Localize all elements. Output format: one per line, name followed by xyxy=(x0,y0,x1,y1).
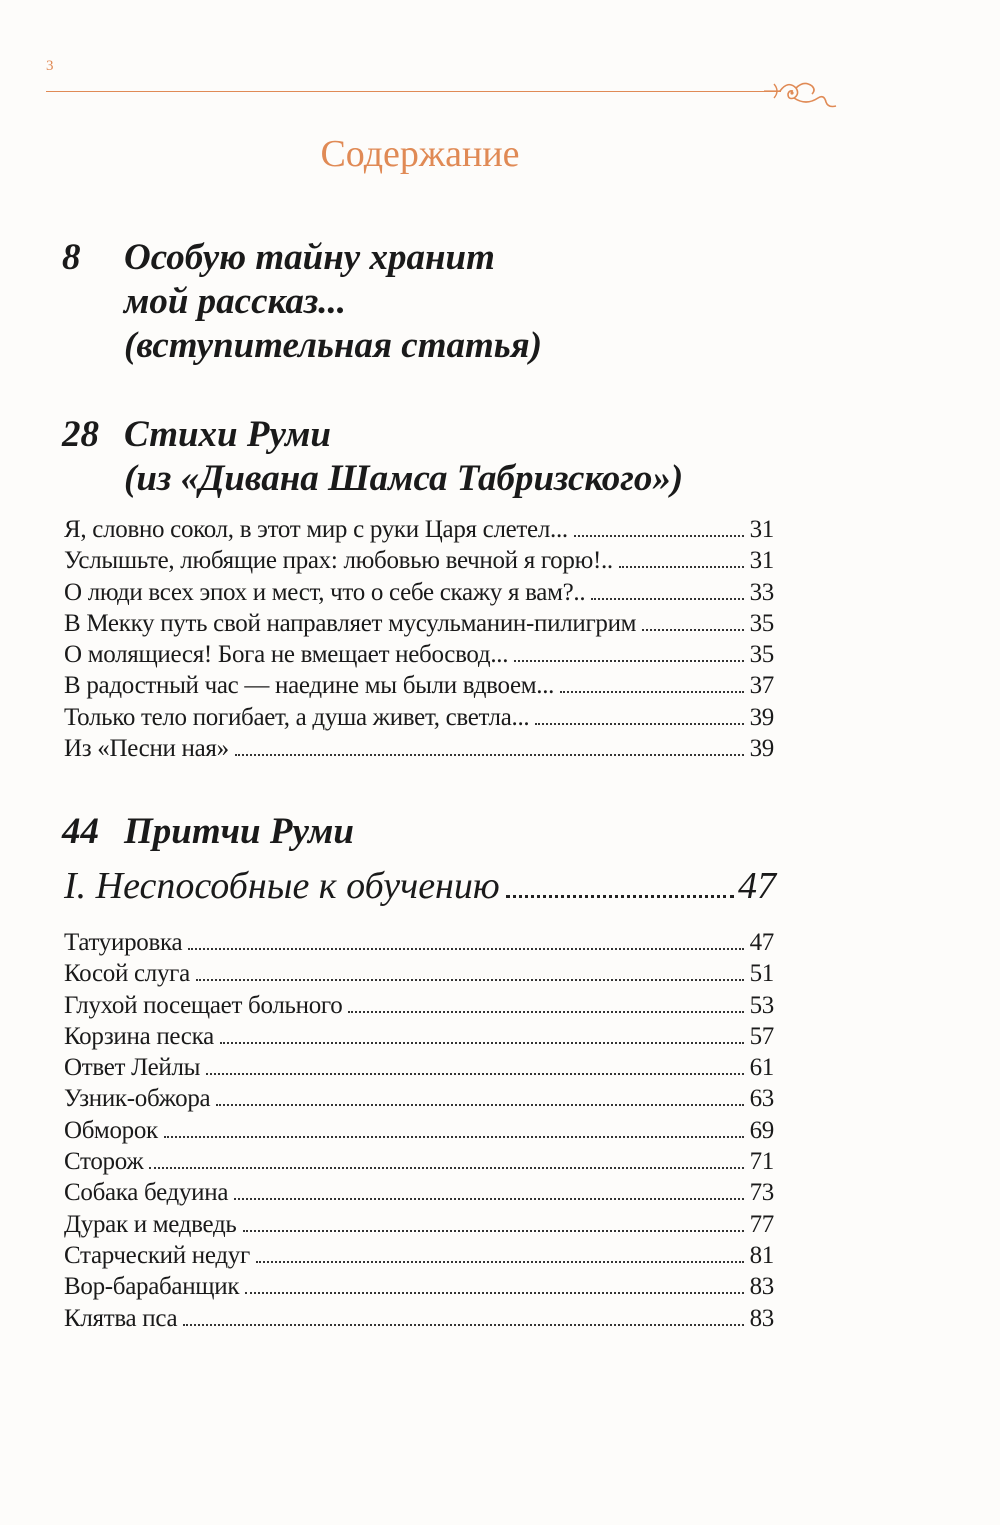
toc-entry-title: Я, словно сокол, в этот мир с руки Царя слетел... xyxy=(64,516,568,543)
dot-leader xyxy=(234,1198,743,1200)
toc-entry-page: 71 xyxy=(749,1148,774,1176)
parables-entry-list xyxy=(64,927,774,1334)
toc-entry-title: Дурак и медведь xyxy=(64,1210,237,1238)
section-title-line: (из «Дивана Шамса Табризского») xyxy=(124,458,684,499)
toc-entry-page: 63 xyxy=(749,1085,774,1113)
toc-entry-page: 47 xyxy=(749,929,774,956)
dot-leader xyxy=(535,723,743,725)
toc-entry[interactable] xyxy=(64,958,774,989)
dot-leader xyxy=(164,1136,744,1138)
toc-entry-title: Услышьте, любящие прах: любовью вечной я горю!.. xyxy=(64,547,613,575)
toc-entry[interactable] xyxy=(64,639,774,670)
toc-entry-title: Из «Песни ная» xyxy=(64,735,229,763)
toc-entry-page: 69 xyxy=(749,1116,774,1144)
toc-entry-title: Обморок xyxy=(64,1116,158,1144)
toc-entry[interactable] xyxy=(64,733,774,764)
dot-leader xyxy=(256,1261,744,1263)
toc-entry[interactable] xyxy=(64,1083,774,1114)
toc-entry-title: Татуировка xyxy=(64,929,183,956)
toc-entry-title: Собака бедуина xyxy=(64,1179,229,1207)
subsection-page: 47 xyxy=(738,865,776,907)
toc-entry-title: Только тело погибает, а душа живет, светла... xyxy=(64,703,530,731)
toc-entry-page: 81 xyxy=(749,1241,774,1269)
toc-entry-title: О молящиеся! Бога не вмещает небосвод... xyxy=(64,641,509,669)
flourish-ornament-icon xyxy=(762,72,842,112)
toc-entry-title: Сторож xyxy=(64,1148,144,1176)
toc-entry[interactable] xyxy=(64,1115,774,1146)
toc-entry[interactable] xyxy=(64,1052,774,1083)
toc-entry[interactable] xyxy=(64,545,774,576)
toc-entry-title: Узник-обжора xyxy=(64,1085,211,1113)
toc-entry[interactable] xyxy=(64,514,774,545)
section-intro-heading xyxy=(62,236,542,368)
toc-entry-title: Старческий недуг xyxy=(64,1241,250,1269)
toc-entry-title: В радостный час — наедине мы были вдвоем... xyxy=(64,672,555,700)
dot-leader xyxy=(514,660,743,662)
toc-entry-title: Косой слуга xyxy=(64,960,190,988)
page-title: Содержание xyxy=(320,133,520,175)
dot-leader xyxy=(560,691,743,693)
toc-entry-page: 51 xyxy=(749,960,774,988)
toc-entry[interactable] xyxy=(64,1303,774,1334)
toc-entry-title: Клятва пса xyxy=(64,1304,178,1332)
section-page-number: 8 xyxy=(62,237,81,278)
toc-entry[interactable] xyxy=(64,1271,774,1302)
section-title-line: (вступительная статья) xyxy=(124,325,543,366)
poems-entry-list xyxy=(64,514,774,764)
toc-entry-page: 61 xyxy=(749,1054,774,1082)
toc-entry-page: 39 xyxy=(749,703,774,731)
toc-entry[interactable] xyxy=(64,1240,774,1271)
toc-entry-page: 83 xyxy=(749,1304,774,1332)
toc-entry[interactable] xyxy=(64,577,774,608)
section-page-number: 28 xyxy=(62,414,99,455)
toc-entry-title: О люди всех эпох и мест, что о себе скажу я вам?.. xyxy=(64,578,586,606)
dot-leader xyxy=(196,979,744,981)
dot-leader xyxy=(206,1073,743,1075)
dot-leader xyxy=(183,1324,743,1326)
toc-entry-page: 31 xyxy=(749,547,774,575)
toc-entry-page: 83 xyxy=(749,1273,774,1301)
subsection-title: I. Неспособные к обучению xyxy=(64,865,500,907)
toc-entry[interactable] xyxy=(64,1177,774,1208)
toc-entry[interactable] xyxy=(64,1146,774,1177)
toc-entry[interactable] xyxy=(64,702,774,733)
dot-leader xyxy=(216,1104,743,1106)
toc-entry[interactable] xyxy=(64,670,774,701)
dot-leader xyxy=(591,598,743,600)
toc-entry[interactable] xyxy=(64,1021,774,1052)
section-title-line: Особую тайну хранит xyxy=(124,237,495,278)
toc-entry[interactable] xyxy=(64,608,774,639)
toc-entry-page: 53 xyxy=(749,991,774,1019)
toc-entry-page: 73 xyxy=(749,1179,774,1207)
header-rule xyxy=(46,91,781,92)
toc-entry[interactable] xyxy=(64,927,774,958)
toc-entry-title: Вор-барабанщик xyxy=(64,1273,240,1301)
toc-entry-title: В Мекку путь свой направляет мусульманин-пилигрим xyxy=(64,609,637,637)
section-title-line: Притчи Руми xyxy=(124,811,354,852)
toc-entry-page: 35 xyxy=(749,609,774,637)
section-poems-heading xyxy=(62,413,683,501)
section-parables-heading xyxy=(62,810,354,854)
toc-entry[interactable] xyxy=(64,990,774,1021)
toc-entry-title: Ответ Лейлы xyxy=(64,1054,201,1082)
toc-entry-page: 35 xyxy=(749,641,774,669)
dot-leader xyxy=(149,1167,743,1169)
dot-leader xyxy=(619,566,744,568)
toc-entry-page: 57 xyxy=(749,1022,774,1050)
toc-entry-page: 77 xyxy=(749,1210,774,1238)
dot-leader xyxy=(243,1230,744,1232)
dot-leader xyxy=(245,1292,743,1294)
section-title-line: Стихи Руми xyxy=(124,414,331,455)
dot-leader xyxy=(188,948,743,950)
dot-leader xyxy=(506,895,734,898)
page-number: 3 xyxy=(46,58,54,74)
section-title-line: мой рассказ... xyxy=(124,281,347,322)
toc-entry-title: Глухой посещает больного xyxy=(64,991,343,1019)
dot-leader xyxy=(235,754,744,756)
dot-leader xyxy=(220,1042,744,1044)
section-page-number: 44 xyxy=(62,811,99,852)
dot-leader xyxy=(348,1011,743,1013)
subsection-heading[interactable] xyxy=(64,864,776,908)
dot-leader xyxy=(642,629,743,631)
toc-entry-page: 31 xyxy=(749,516,774,543)
toc-entry-page: 39 xyxy=(749,735,774,763)
toc-entry-page: 33 xyxy=(749,578,774,606)
dot-leader xyxy=(574,535,744,537)
toc-entry-page: 37 xyxy=(749,672,774,700)
toc-entry[interactable] xyxy=(64,1209,774,1240)
toc-entry-title: Корзина песка xyxy=(64,1022,214,1050)
